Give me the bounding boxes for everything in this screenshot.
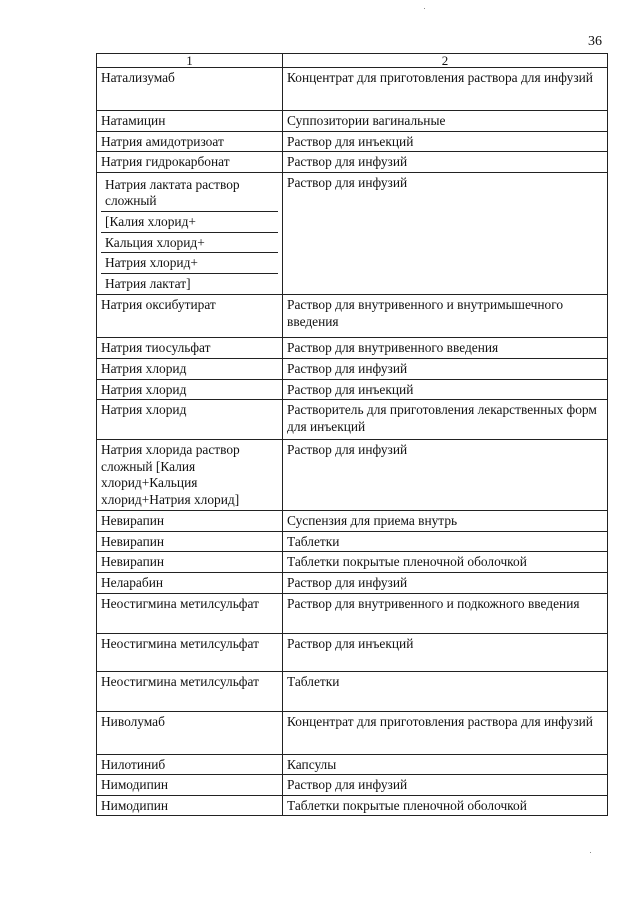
table-row xyxy=(97,338,608,359)
scan-speck xyxy=(424,8,425,9)
drug-form: Раствор для инфузий xyxy=(283,775,608,796)
table-row xyxy=(97,711,608,754)
table-row xyxy=(97,593,608,633)
drug-form: Суспензия для приема внутрь xyxy=(283,511,608,532)
table-row xyxy=(97,572,608,593)
table-row xyxy=(97,531,608,552)
drug-name: Ниволумаб xyxy=(97,711,283,754)
drug-name: Натрия хлорид xyxy=(97,358,283,379)
table-row xyxy=(97,440,608,511)
drug-form: Таблетки покрытые пленочной оболочкой xyxy=(283,552,608,573)
table-row xyxy=(97,152,608,173)
scan-speck xyxy=(590,852,591,853)
drug-name: Нилотиниб xyxy=(97,754,283,775)
table-row xyxy=(97,68,608,111)
table-row xyxy=(97,754,608,775)
drug-form: Раствор для инфузий xyxy=(283,572,608,593)
table-row xyxy=(97,295,608,338)
drug-form: Раствор для внутривенного и подкожного введения xyxy=(283,593,608,633)
drug-name: Неостигмина метилсульфат xyxy=(97,633,283,671)
drug-form: Таблетки xyxy=(283,531,608,552)
table-row xyxy=(97,131,608,152)
table-row xyxy=(97,795,608,816)
table-row xyxy=(97,400,608,440)
table-header-row xyxy=(97,54,608,68)
drug-form: Раствор для инъекций xyxy=(283,379,608,400)
drug-form: Раствор для инфузий xyxy=(283,440,608,511)
drug-name: Неостигмина метилсульфат xyxy=(97,671,283,711)
drug-name: Натрия лактата раствор сложный xyxy=(105,176,240,209)
component-line: Натрия хлорид+ xyxy=(101,252,278,273)
drug-form: Растворитель для приготовления лекарственных форм для инъекций xyxy=(283,400,608,440)
component-line: Натрия лактат] xyxy=(101,273,278,294)
header-col-1: 1 xyxy=(97,54,283,68)
drug-table xyxy=(96,53,608,816)
table-row xyxy=(97,358,608,379)
drug-name: Натрия тиосульфат xyxy=(97,338,283,359)
table-row xyxy=(97,172,608,295)
table-row xyxy=(97,552,608,573)
drug-form: Суппозитории вагинальные xyxy=(283,111,608,132)
drug-form: Раствор для инъекций xyxy=(283,633,608,671)
drug-form: Раствор для внутривенного введения xyxy=(283,338,608,359)
table-row xyxy=(97,671,608,711)
component-line: [Калия хлорид+ xyxy=(101,211,278,232)
drug-name: Неларабин xyxy=(97,572,283,593)
drug-name: Неостигмина метилсульфат xyxy=(97,593,283,633)
table-row xyxy=(97,511,608,532)
drug-name: Натализумаб xyxy=(97,68,283,111)
component-line: Кальция хлорид+ xyxy=(101,232,278,253)
table-row xyxy=(97,111,608,132)
header-col-2: 2 xyxy=(283,54,608,68)
drug-name: Невирапин xyxy=(97,511,283,532)
drug-name: Натрия гидрокарбонат xyxy=(97,152,283,173)
drug-name: Невирапин xyxy=(97,552,283,573)
drug-form: Раствор для внутривенного и внутримышечного введения xyxy=(283,295,608,338)
drug-name: Натрия хлорид xyxy=(97,379,283,400)
drug-form: Раствор для инфузий xyxy=(283,172,608,295)
table-row xyxy=(97,633,608,671)
drug-form: Раствор для инъекций xyxy=(283,131,608,152)
drug-form: Концентрат для приготовления раствора для инфузий xyxy=(283,68,608,111)
table-row xyxy=(97,775,608,796)
drug-name: Натрия хлорида раствор сложный [Калия хлорид+Кальция хлорид+Натрия хлорид] xyxy=(97,440,283,511)
drug-name: Натрия амидотризоат xyxy=(97,131,283,152)
drug-name-cell xyxy=(97,172,283,295)
drug-name: Нимодипин xyxy=(97,775,283,796)
drug-name: Натрия хлорид xyxy=(97,400,283,440)
drug-form: Концентрат для приготовления раствора для инфузий xyxy=(283,711,608,754)
drug-name: Нимодипин xyxy=(97,795,283,816)
drug-name: Невирапин xyxy=(97,531,283,552)
table-row xyxy=(97,379,608,400)
drug-name: Натамицин xyxy=(97,111,283,132)
drug-form: Раствор для инфузий xyxy=(283,152,608,173)
page-number: 36 xyxy=(588,34,602,49)
drug-form: Раствор для инфузий xyxy=(283,358,608,379)
drug-form: Капсулы xyxy=(283,754,608,775)
drug-form: Таблетки xyxy=(283,671,608,711)
drug-name: Натрия оксибутират xyxy=(97,295,283,338)
drug-form: Таблетки покрытые пленочной оболочкой xyxy=(283,795,608,816)
